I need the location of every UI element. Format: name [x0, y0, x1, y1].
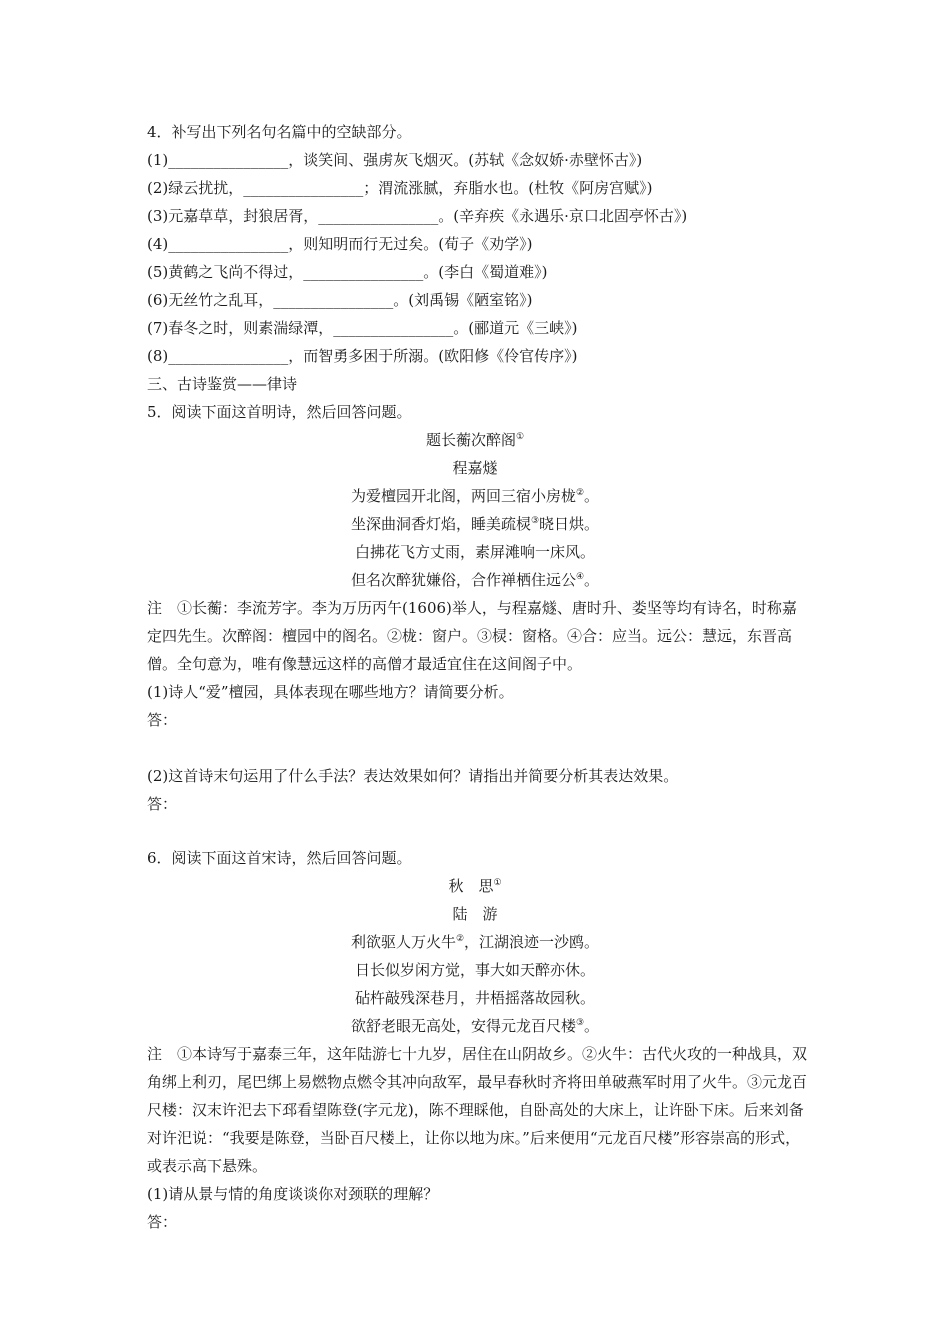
q5-poem-line-4: 但名次醉犹嫌俗，合作禅栖住远公④。	[350, 571, 600, 589]
q6-poem-title-footnote-mark: ①	[493, 878, 502, 888]
q5-answer-2-label: 答：	[147, 795, 178, 813]
q5-poem-line-3: 白拂花飞方丈雨，素屏滩响一床风。	[354, 543, 595, 561]
q6-title: 6．阅读下面这首宋诗，然后回答问题。	[147, 849, 412, 867]
q4-item-2: (2)绿云扰扰，________________；渭流涨腻，弃脂水也。(杜牧《阿房宫赋》)	[147, 179, 653, 197]
q6-poem-line-2: 日长似岁闲方觉，事大如天醉亦休。	[354, 961, 595, 979]
q6-poem-title: 秋 思①	[448, 877, 502, 895]
q5-poem-title: 题长蘅次醉阁①	[425, 431, 525, 449]
q4-item-1: (1)________________，谈笑间、强虏灰飞烟灭。(苏轼《念奴娇·赤壁怀古》)	[147, 151, 643, 169]
q5-title: 5．阅读下面这首明诗，然后回答问题。	[147, 403, 412, 421]
q4-item-5: (5)黄鹤之飞尚不得过，________________。(李白《蜀道难》)	[147, 263, 548, 281]
q5-poem-line-1: 为爱檀园开北阁，两回三宿小房栊②。	[350, 487, 600, 505]
q4-item-4: (4)________________，则知明而行无过矣。(荀子《劝学》)	[147, 235, 533, 253]
q5-answer-1-label: 答：	[147, 711, 178, 729]
q4-item-6: (6)无丝竹之乱耳，________________。(刘禹锡《陋室铭》)	[147, 291, 533, 309]
q4-item-8: (8)________________，而智勇多困于所溺。(欧阳修《伶官传序》)	[147, 347, 578, 365]
q6-poem-line-4: 欲舒老眼无高处，安得元龙百尺楼③。	[350, 1017, 600, 1035]
section-3-heading: 三、古诗鉴赏——律诗	[147, 375, 298, 393]
q4-item-3: (3)元嘉草草，封狼居胥，________________。(辛弃疾《永遇乐·京口北固亭怀古》)	[147, 207, 688, 225]
q5-poem-author: 程嘉燧	[452, 459, 498, 477]
q4-title: 4．补写出下列名句名篇中的空缺部分。	[147, 123, 412, 141]
q5-subquestion-2: (2)这首诗末句运用了什么手法？表达效果如何？请指出并简要分析其表达效果。	[147, 767, 679, 785]
q6-poem-line-3: 砧杵敲残深巷月，井梧摇落故园秋。	[354, 989, 595, 1007]
q6-note: 注 ①本诗写于嘉泰三年，这年陆游七十九岁，居住在山阴故乡。②火牛：古代火攻的一种战具，双角绑上利刃，尾巴绑上易燃物点燃令其冲向敌军，最早春秋时齐将田单破燕军时用了火牛。③元龙百尺楼：汉末许汜去下邳看望陈登(字元龙)，陈不理睬他，自卧高处的大床上，让许卧下床。后来刘备对许汜说：“我要是陈登，当卧百尺楼上，让你以地为床。”后来便用“元龙百尺楼”形容崇高的形式，或表示高下悬殊。	[147, 1045, 808, 1175]
q6-poem-line-1: 利欲驱人万火牛②，江湖浪迹一沙鸥。	[350, 933, 600, 951]
q6-poem-author: 陆 游	[452, 905, 498, 923]
q5-note: 注 ①长蘅：李流芳字。李为万历丙午(1606)举人，与程嘉燧、唐时升、娄坚等均有诗名，时称嘉定四先生。次醉阁：檀园中的阁名。②栊：窗户。③棂：窗格。④合：应当。远公：慧远，东晋高僧。全句意为，唯有像慧远这样的高僧才最适宜住在这间阁子中。	[147, 599, 797, 673]
q5-poem-line-2: 坐深曲洞香灯焰，睡美疏棂③晓日烘。	[350, 515, 600, 533]
q4-item-7: (7)春冬之时，则素湍绿潭，________________。(郦道元《三峡》)	[147, 319, 578, 337]
q5-poem-title-footnote-mark: ①	[515, 432, 525, 442]
q6-answer-1-label: 答：	[147, 1213, 178, 1231]
q5-subquestion-1: (1)诗人“爱”檀园，具体表现在哪些地方？请简要分析。	[147, 683, 514, 701]
q6-subquestion-1: (1)请从景与情的角度谈谈你对颈联的理解？	[147, 1185, 439, 1203]
